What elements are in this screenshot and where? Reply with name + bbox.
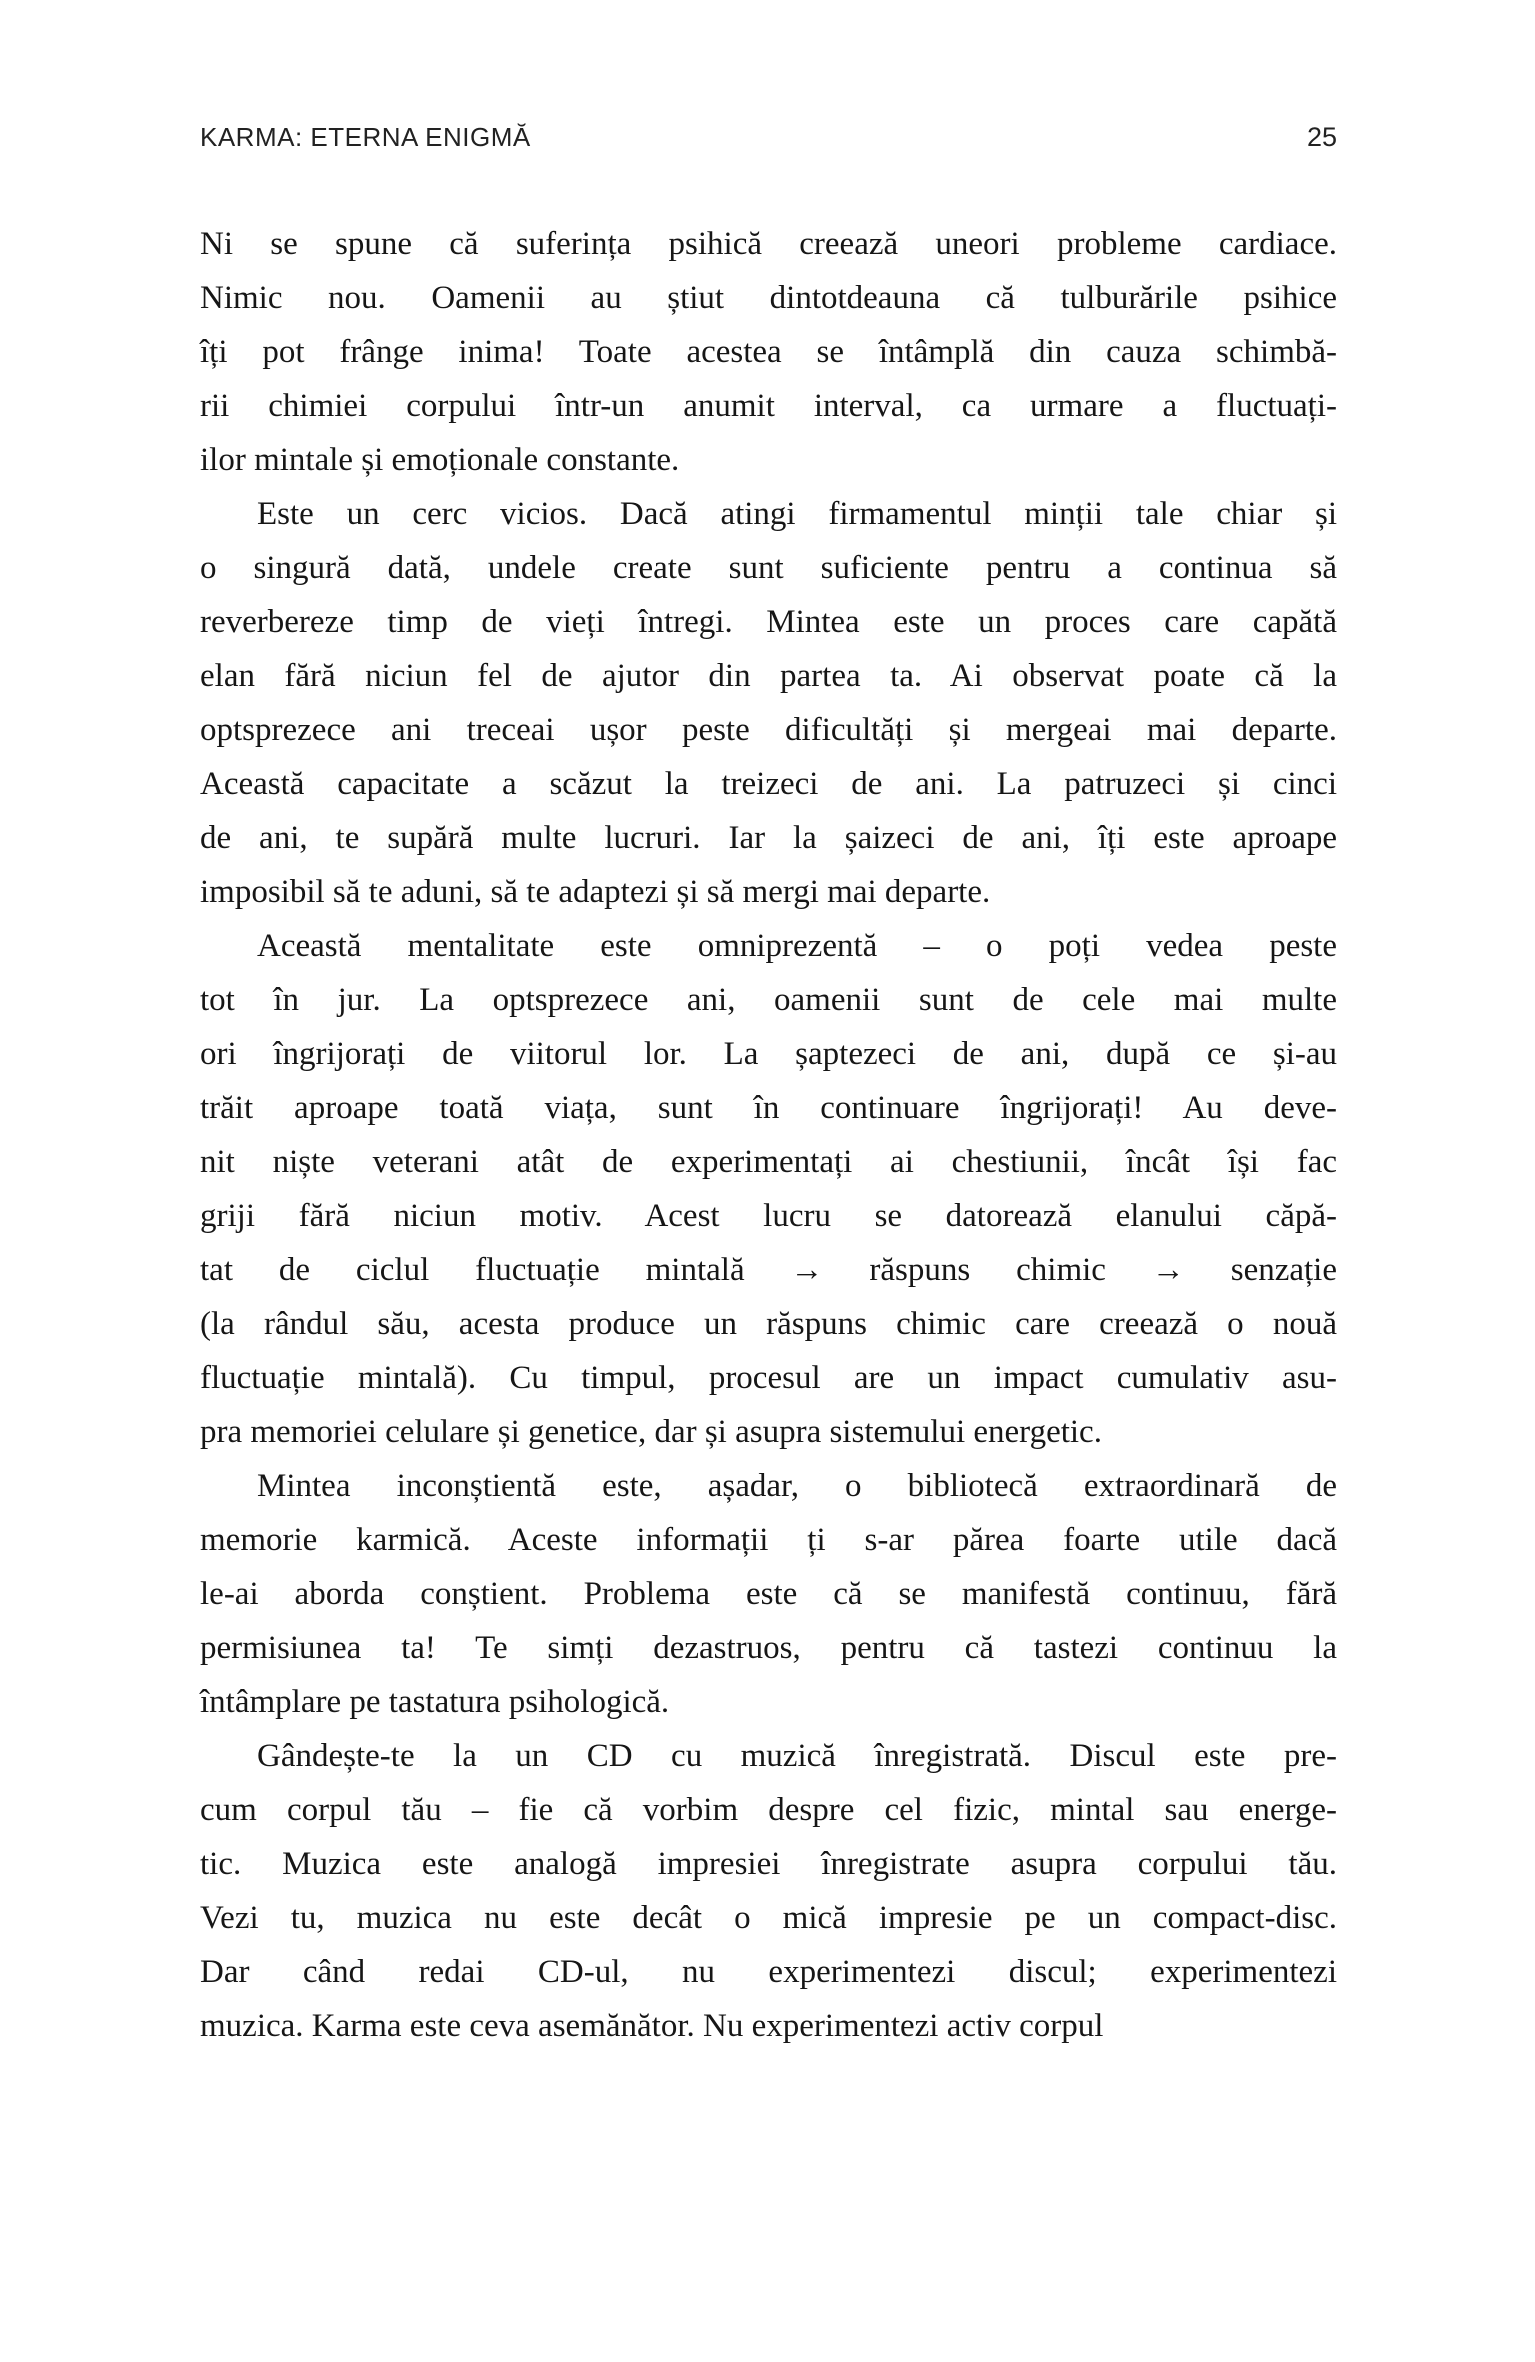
text-line: nit niște veterani atât de experimentați ai chestiunii, încât își fac — [200, 1144, 1337, 1180]
page-body — [200, 217, 1337, 2053]
text-line: de ani, te supără multe lucruri. Iar la șaizeci de ani, îți este aproape — [200, 820, 1337, 856]
text-line: (la rândul său, acesta produce un răspuns chimic care creează o nouă — [200, 1306, 1337, 1342]
text-line: le-ai aborda conștient. Problema este că se manifestă continuu, fără — [200, 1576, 1337, 1612]
text-line: optsprezece ani treceai ușor peste dificultăți și mergeai mai departe. — [200, 712, 1337, 748]
text-line: cum corpul tău – fie că vorbim despre cel fizic, mintal sau energe- — [200, 1792, 1337, 1828]
text-line: muzica. Karma este ceva asemănător. Nu experimentezi activ corpul — [200, 2008, 1104, 2044]
paragraph — [200, 217, 1337, 487]
text-line: fluctuație mintală). Cu timpul, procesul are un impact cumulativ asu- — [200, 1360, 1337, 1396]
running-head — [200, 122, 1337, 153]
text-line: Vezi tu, muzica nu este decât o mică impresie pe un compact-disc. — [200, 1900, 1337, 1936]
text-line: Este un cerc vicios. Dacă atingi firmamentul minții tale chiar și — [257, 496, 1337, 532]
text-line: ori îngrijorați de viitorul lor. La șaptezeci de ani, după ce și-au — [200, 1036, 1337, 1072]
text-line: rii chimiei corpului într-un anumit interval, ca urmare a fluctuați- — [200, 388, 1337, 424]
text-line: Gândește-te la un CD cu muzică înregistrată. Discul este pre- — [257, 1738, 1337, 1774]
paragraph — [200, 1729, 1337, 2053]
text-line: Această capacitate a scăzut la treizeci de ani. La patruzeci și cinci — [200, 766, 1337, 802]
text-line: tot în jur. La optsprezece ani, oamenii sunt de cele mai multe — [200, 982, 1337, 1018]
text-line: reverbereze timp de vieți întregi. Mintea este un proces care capătă — [200, 604, 1337, 640]
text-line: tic. Muzica este analogă impresiei înregistrate asupra corpului tău. — [200, 1846, 1337, 1882]
chapter-title: KARMA: ETERNA ENIGMĂ — [200, 122, 531, 152]
text-line: Această mentalitate este omniprezentă – o poți vedea peste — [257, 928, 1337, 964]
text-line: memorie karmică. Aceste informații ți s-ar părea foarte utile dacă — [200, 1522, 1337, 1558]
page-number: 25 — [1306, 122, 1337, 152]
text-line: imposibil să te aduni, să te adaptezi și să mergi mai departe. — [200, 874, 991, 910]
text-line: ilor mintale și emoționale constante. — [200, 442, 680, 478]
text-line: o singură dată, undele create sunt suficiente pentru a continua să — [200, 550, 1337, 586]
text-line: elan fără niciun fel de ajutor din partea ta. Ai observat poate că la — [200, 658, 1337, 694]
text-line: Ni se spune că suferința psihică creează uneori probleme cardiace. — [200, 226, 1337, 262]
text-line: trăit aproape toată viața, sunt în continuare îngrijorați! Au deve- — [200, 1090, 1337, 1126]
text-line: pra memoriei celulare și genetice, dar și asupra sistemului energetic. — [200, 1414, 1102, 1450]
text-line: Mintea inconștientă este, așadar, o bibliotecă extraordinară de — [257, 1468, 1337, 1504]
text-line: tat de ciclul fluctuație mintală → răspuns chimic → senzație — [200, 1252, 1337, 1288]
text-line: Nimic nou. Oamenii au știut dintotdeauna că tulburările psihice — [200, 280, 1337, 316]
paragraph — [200, 919, 1337, 1459]
text-line: îți pot frânge inima! Toate acestea se întâmplă din cauza schimbă- — [200, 334, 1337, 370]
paragraph — [200, 1459, 1337, 1729]
text-line: griji fără niciun motiv. Acest lucru se datorează elanului căpă- — [200, 1198, 1337, 1234]
paragraph — [200, 487, 1337, 919]
text-line: permisiunea ta! Te simți dezastruos, pentru că tastezi continuu la — [200, 1630, 1337, 1666]
text-line: întâmplare pe tastatura psihologică. — [200, 1684, 670, 1720]
text-line: Dar când redai CD-ul, nu experimentezi discul; experimentezi — [200, 1954, 1337, 1990]
